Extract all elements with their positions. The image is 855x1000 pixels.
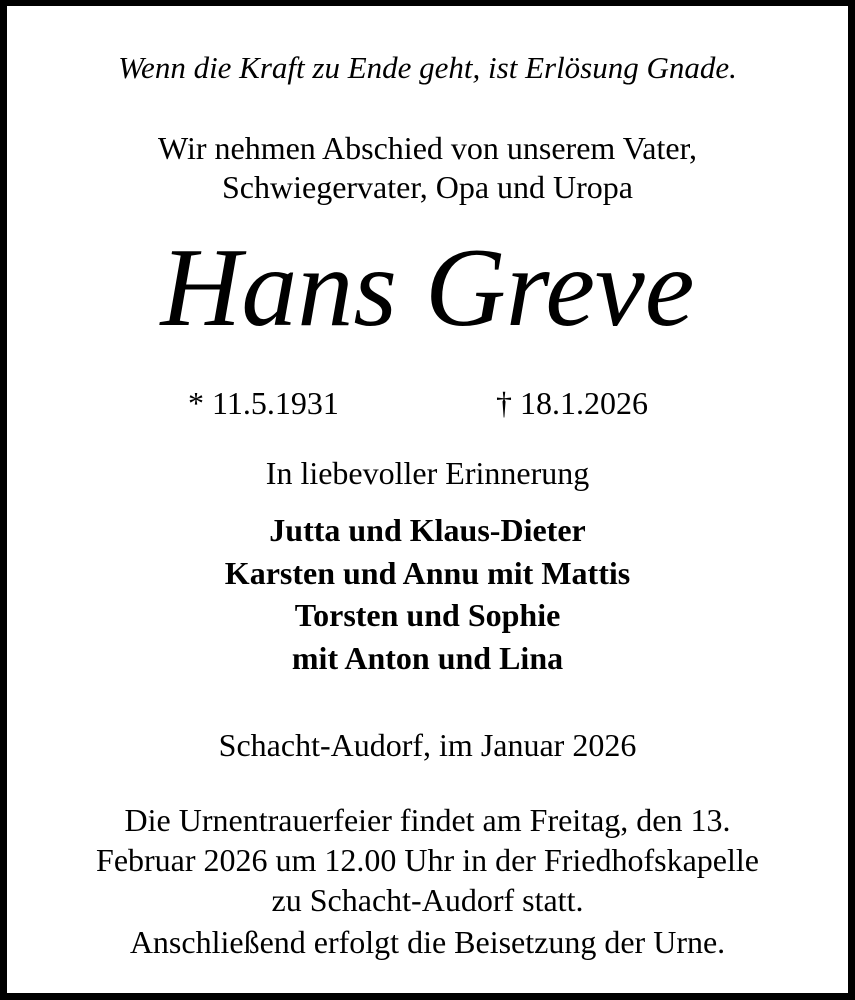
death-date: † 18.1.2026	[496, 385, 648, 421]
deceased-name: Hans Greve	[160, 226, 695, 350]
intro-line-2: Schwiegervater, Opa und Uropa	[221, 169, 633, 205]
mourner-line: Jutta und Klaus-Dieter	[269, 512, 586, 548]
motto: Wenn die Kraft zu Ende geht, ist Erlösung Gnade.	[118, 50, 737, 85]
ceremony-line: Februar 2026 um 12.00 Uhr in der Friedhofskapelle	[96, 842, 759, 878]
mourner-line: Torsten und Sophie	[294, 597, 561, 633]
ceremony-line: Die Urnentrauerfeier findet am Freitag, den 13.	[124, 802, 731, 838]
ceremony-line: Anschließend erfolgt die Beisetzung der Urne.	[129, 924, 726, 960]
memory-line: In liebevoller Erinnerung	[265, 455, 590, 491]
place-date: Schacht-Audorf, im Januar 2026	[218, 727, 637, 763]
intro-line-1: Wir nehmen Abschied von unserem Vater,	[158, 130, 697, 166]
mourner-line: Karsten und Annu mit Mattis	[224, 555, 631, 591]
mourner-line: mit Anton und Lina	[291, 640, 564, 676]
ceremony-line: zu Schacht-Audorf statt.	[271, 882, 584, 918]
birth-date: * 11.5.1931	[188, 385, 339, 421]
